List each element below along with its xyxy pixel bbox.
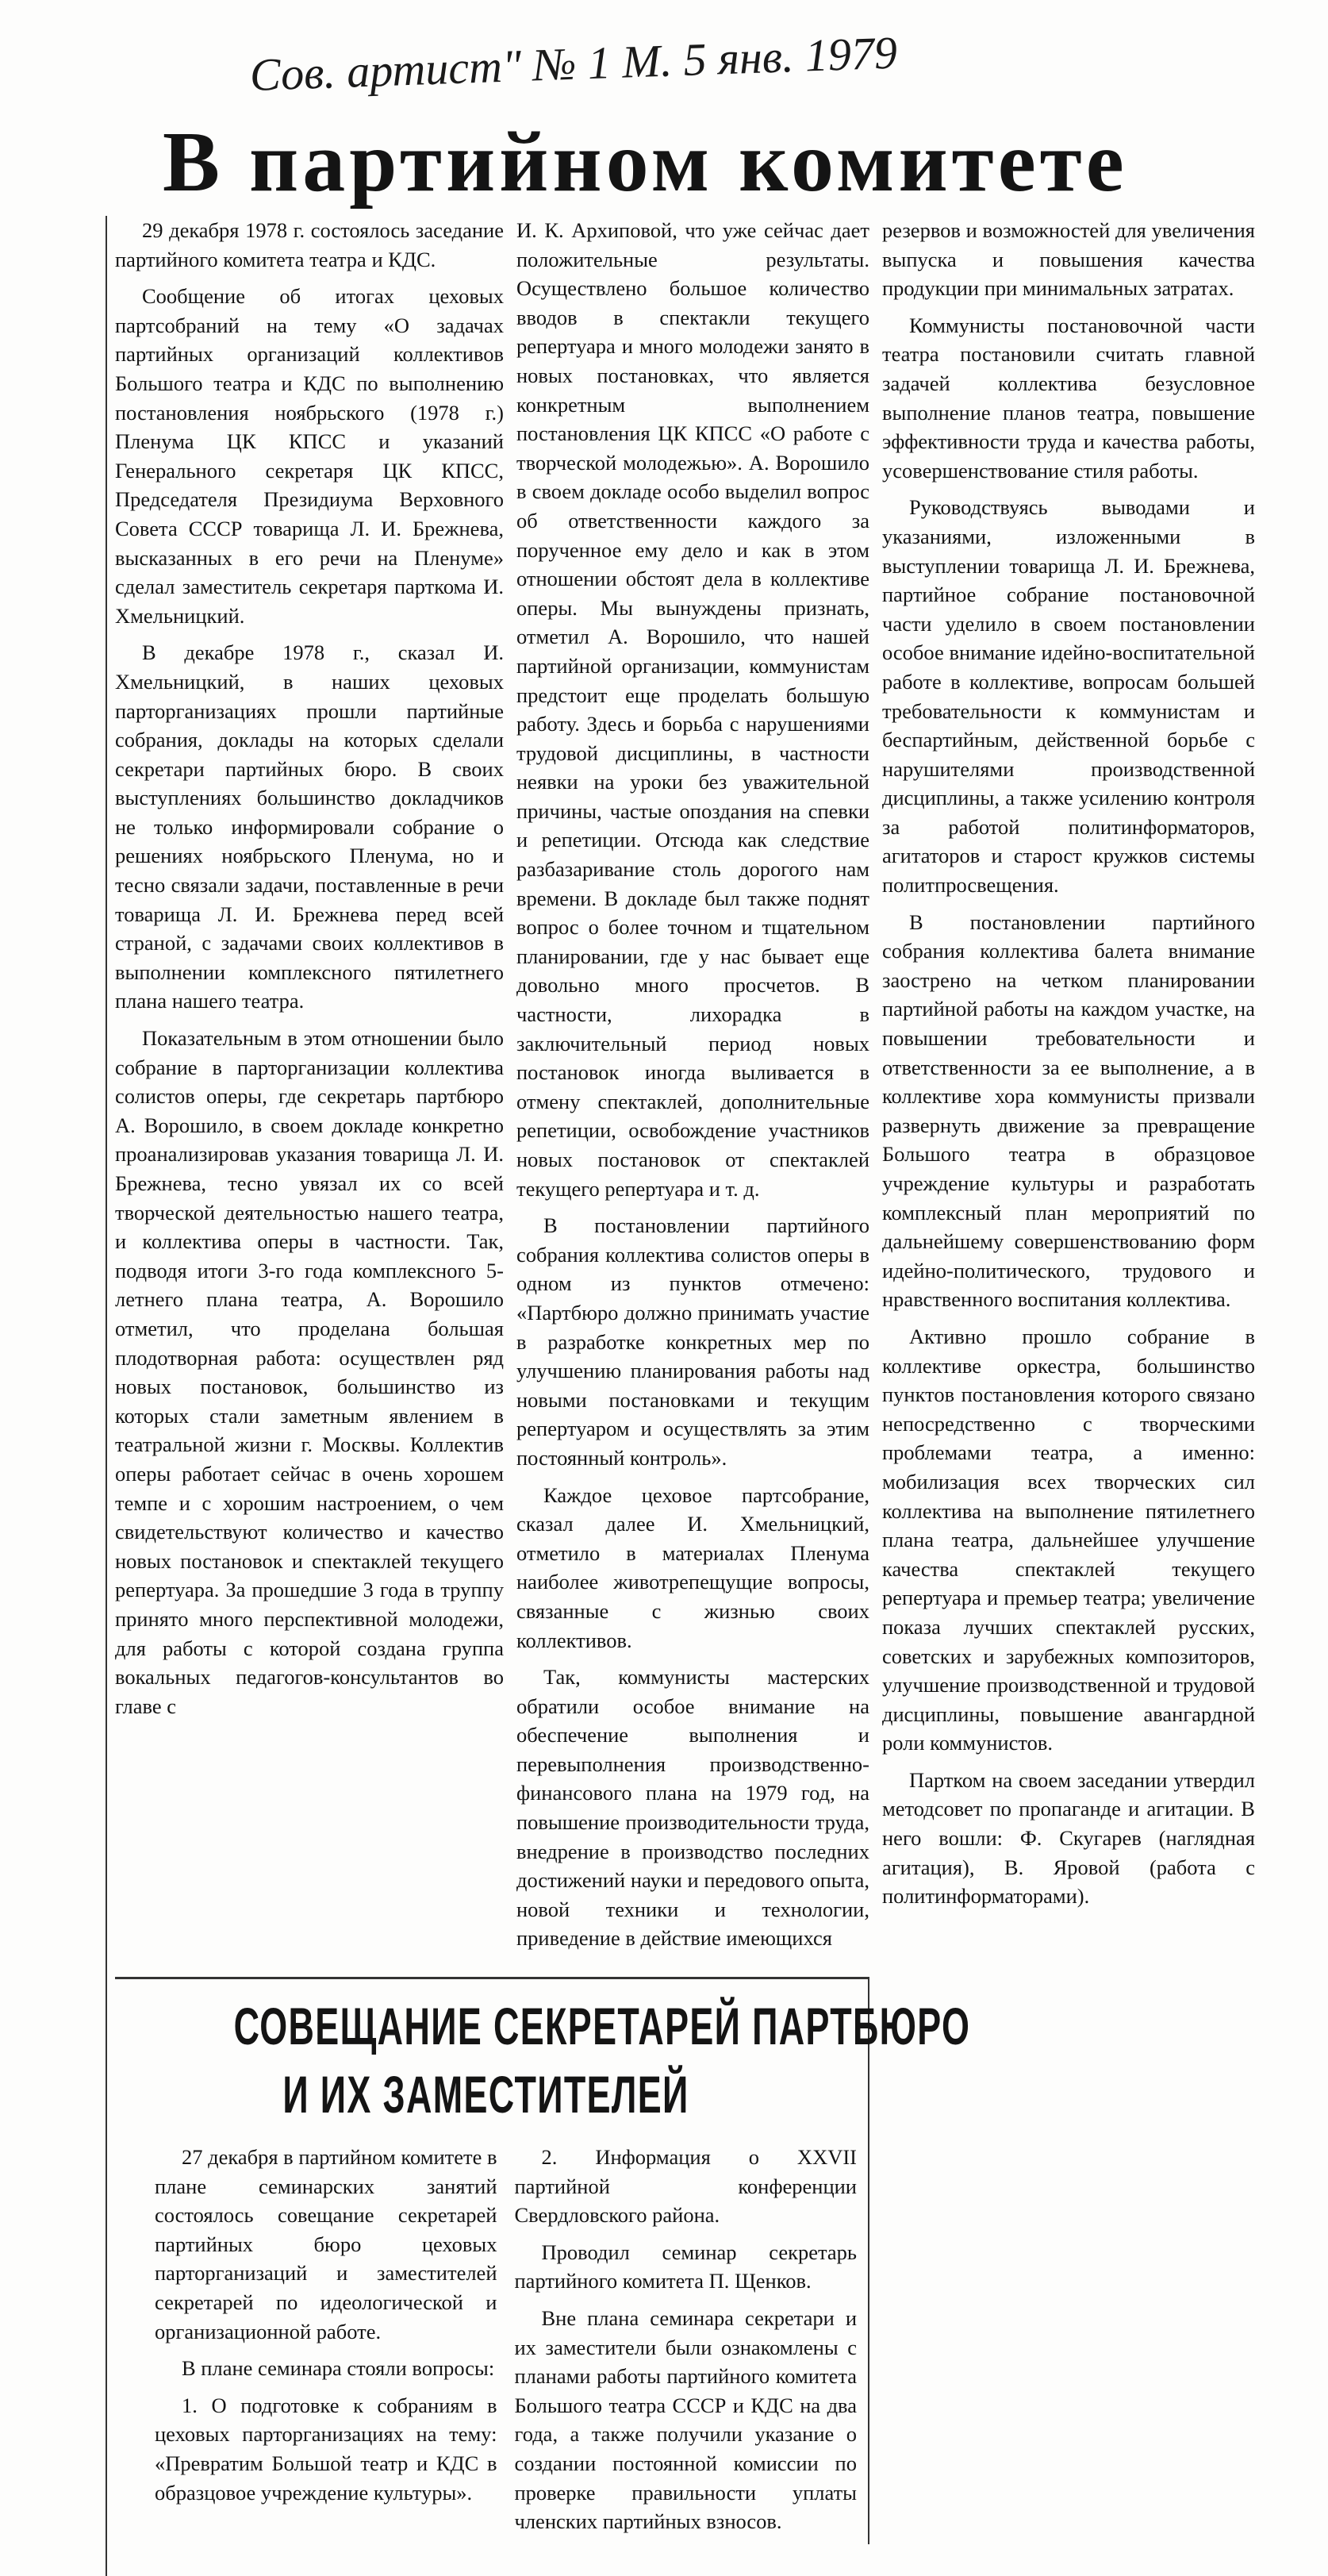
article2-column-1 xyxy=(155,2143,497,2544)
paragraph: Вне плана семинара секретари и их заместители были ознакомлены с планами работы партийного комитета Большого театра СССР и КДС на два года, а также получили указание о создании постоянной комиссии по проверке правильности уплаты членских партийных взносов. xyxy=(514,2306,857,2534)
paragraph: Коммунисты постановочной части театра постановили считать главной задачей коллектива безусловное выполнение планов театра, повышение эффективности труда и качества работы, усовершенствование стиля работы. xyxy=(882,313,1255,483)
paragraph: И. К. Архиповой, что уже сейчас дает положительные результаты. Осуществлено большое количество вводов в спектакли текущего репертуара и много молодежи занято в новых постановках, что является конкретным выполнением постановления ЦК КПСС «О работе с творческой молодежью». А. Ворошило в своем докладе особо выделил вопрос об ответственности каждого за порученное ему дело и как в этом отношении обстоят дела в коллективе оперы. Мы вынуждены признать, отметил А. Ворошило, что нашей партийной организации, коммунистам предстоит еще проделать большую работу. Здесь и борьба с нарушениями трудовой дисциплины, в частности неявки на уроки без уважительной причины, частые опоздания на спевки и репетиции. Отсюда как следствие разбазаривание столь дорогого нам времени. В докладе был также поднят вопрос о более точном и тщательном планировании, где у нас бывает еще довольно много просчетов. В частности, лихорадка в заключительный период новых постановок иногда выливается в отмену спектаклей, дополнительные репетиции, освобождение участников новых постановок от спектаклей текущего репертуара и т. д. xyxy=(516,218,869,1201)
paragraph: 27 декабря в партийном комитете в плане семинарских занятий состоялось совещание секретарей партийных бюро цеховых парторганизаций и заместителей секретарей по идеологической и организационной работе. xyxy=(155,2145,497,2343)
paragraph: В декабре 1978 г., сказал И. Хмельницкий, в наших цеховых парторганизациях прошли партийные собрания, доклады на которых сделали секретари партийных бюро. В своих выступлениях большинство докладчиков не только информировали собрание о решениях ноябрьского Пленума, но и тесно связали задачи, поставленные в речи товарища Л. И. Брежнева перед всей страной, с задачами своих коллективов в выполнении комплексного пятилетнего плана нашего театра. xyxy=(115,640,504,1013)
article1-column-3 xyxy=(882,216,1255,1919)
paragraph: В плане семинара стояли вопросы: xyxy=(182,2356,495,2381)
paragraph: Показательным в этом отношении было собрание в парторганизации коллектива солистов оперы, где секретарь партбюро А. Ворошило, в своем докладе конкретно проанализировав указания товарища Л. И. Брежнева, тесно увязал их со всей творческой деятельностью нашего театра, и коллектива оперы в частности. Так, подводя итоги 3-го года комплексного 5-летнего плана театра, А. Ворошило отметил, что проделана большая плодотворная работа: осуществлен ряд новых постановок, большинство из которых стали заметным явлением в театральной жизни г. Москвы. Коллектив оперы работает сейчас в очень хорошем темпе и с хорошим настроением, о чем свидетельствуют количество и качество новых постановок и спектаклей текущего репертуара. За прошедшие 3 года в труппу принято много перспективной молодежи, для работы с которой создана группа вокальных педагогов-консультантов во главе с xyxy=(115,1026,504,1718)
article1-column-1 xyxy=(115,216,504,1728)
paragraph: 2. Информация о XXVII партийной конференции Свердловского района. xyxy=(514,2145,857,2228)
paragraph: Партком на своем заседании утвердил методсовет по пропаганде и агитации. В него вошли: Ф. Скугарев (наглядная агитация), В. Яровой (работа с политинформаторами). xyxy=(882,1767,1255,1909)
handwritten-source-note: Сов. артист" № 1 М. 5 янв. 1979 xyxy=(248,26,898,101)
article1-column-2 xyxy=(516,216,869,1961)
paragraph: В постановлении партийного собрания коллектива балета внимание заострено на четком планировании партийной работы на каждом участке, на повышении требовательности и ответственности за ее выполнение, а в коллективе хора коммунисты призвали развернуть движение за превращение Большого театра в образцовое учреждение культуры и разработать комплексный план мероприятий по дальнейшему совершенствованию форм идейно-политического, трудового и нравственного воспитания коллектива. xyxy=(882,909,1255,1312)
article-title: В партийном комитете xyxy=(163,115,1128,210)
paragraph: Так, коммунисты мастерских обратили особое внимание на обеспечение выполнения и перевыполнения производственно-финансового плана на 1979 год, на повышение производительности труда, внедрение в производство последних достижений науки и передового опыта, новой техники и технологии, приведение в действие имеющихся xyxy=(516,1665,869,1951)
paragraph: резервов и возможностей для увеличения выпуска и повышения качества продукции при минимальных затратах. xyxy=(882,218,1255,301)
paragraph: Сообщение об итогах цеховых партсобраний на тему «О задачах партийных организаций коллективов Большого театра и КДС по выполнению постановления ноябрьского (1978 г.) Пленума ЦК КПСС и указаний Генерального секретаря ЦК КПСС, Председателя Президиума Верховного Совета СССР товарища Л. И. Брежнева, высказанных в его речи на Пленуме» сделал заместитель секретаря парткома И. Хмельницкий. xyxy=(115,284,504,628)
paragraph: 1. О подготовке к собраниям в цеховых парторганизациях на тему: «Превратим Большой театр и КДС в образцовое учреждение культуры». xyxy=(155,2393,497,2505)
paragraph: Проводил семинар секретарь партийного комитета П. Щенков. xyxy=(514,2240,857,2293)
paragraph: Руководствуясь выводами и указаниями, изложенными в выступлении товарища Л. И. Брежнева, партийное собрание постановочной части уделило в своем постановлении особое внимание идейно-воспитательной работе в коллективе, вопросам большей требовательности к коммунистам и беспартийным, действенной борьбе с нарушителями производственной дисциплины, а также усилению контроля за работой политинформаторов, агитаторов и старост кружков системы политпросвещения. xyxy=(882,495,1255,898)
article2-title-line-1: СОВЕЩАНИЕ СЕКРЕТАРЕЙ ПАРТБЮРО xyxy=(233,1997,971,2056)
article2-column-2 xyxy=(515,2143,858,2544)
article2-title xyxy=(115,1992,971,2128)
article2-title-line-2: И ИХ ЗАМЕСТИТЕЛЕЙ xyxy=(282,2065,689,2124)
paragraph: Активно прошло собрание в коллективе оркестра, большинство пунктов постановления которого связано непосредственно с творческими проблемами театра, а именно: мобилизация всех творческих сил коллектива на выполнение пятилетнего плана театра, дальнейшее улучшение качества спектаклей текущего репертуара и премьер театра; увеличение показа лучших спектаклей русских, советских и зарубежных композиторов, улучшение производственной и трудовой дисциплины, повышение авангардной роли коммунистов. xyxy=(882,1324,1255,1755)
paragraph: 29 декабря 1978 г. состоялось заседание партийного комитета театра и КДС. xyxy=(115,218,504,271)
paragraph: Каждое цеховое партсобрание, сказал далее И. Хмельницкий, отметило в материалах Пленума наиболее животрепещущие вопросы, связанные с жизнью своих коллективов. xyxy=(516,1482,869,1652)
paragraph: В постановлении партийного собрания коллектива солистов оперы в одном из пунктов отмечено: «Партбюро должно принимать участие в разработке конкретных мер по улучшению планирования работы над новыми постановками и текущим репертуаром и осуществлять за этим постоянный контроль». xyxy=(516,1213,869,1470)
article2 xyxy=(115,1977,971,2544)
article2-columns xyxy=(115,2143,857,2544)
